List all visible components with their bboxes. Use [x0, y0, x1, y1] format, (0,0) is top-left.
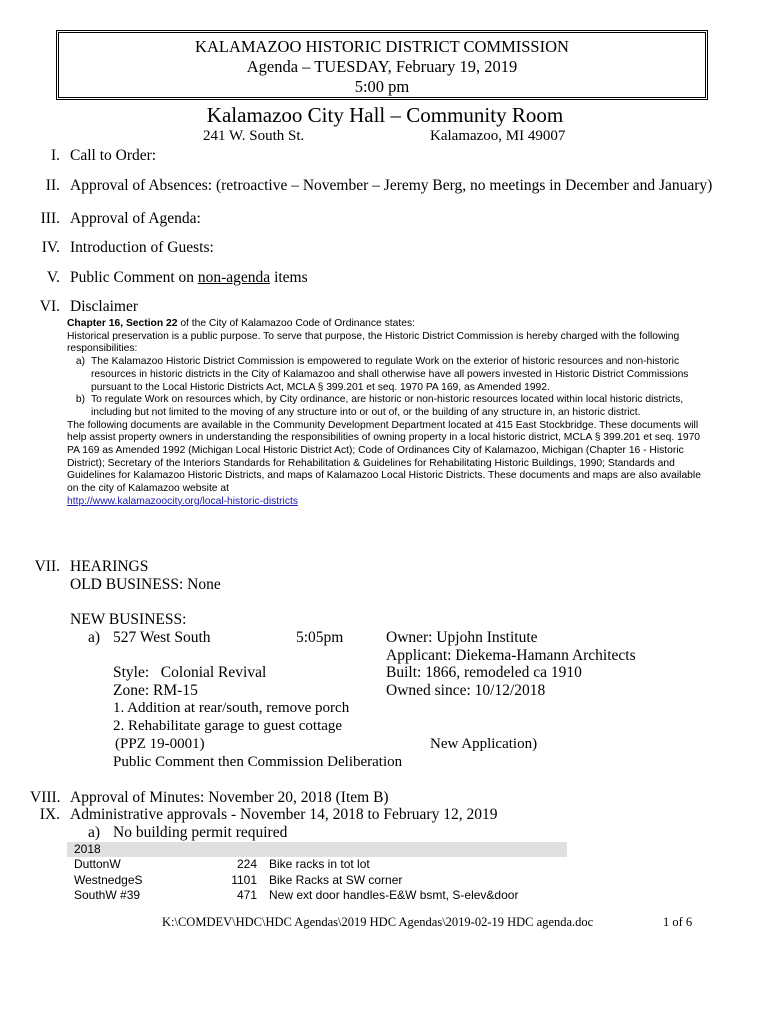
- historic-districts-link[interactable]: http://www.kalamazoocity.org/local-historic-districts: [67, 495, 298, 507]
- section-title: Administrative approvals - November 14, 2018 to February 12, 2019: [70, 806, 498, 823]
- table-header: 2018: [67, 842, 567, 857]
- section-call-to-order: [30, 147, 156, 165]
- section-number: VIII.: [30, 789, 61, 806]
- commission-title: KALAMAZOO HISTORIC DISTRICT COMMISSION: [195, 37, 569, 56]
- section-detail: (Item B): [331, 789, 389, 806]
- disclaimer-purpose: Historical preservation is a public purpose. To serve that purpose, the Historic District Commission is hereby charged with the following responsibilities:: [67, 330, 680, 355]
- footer-page-number: 1 of 6: [663, 915, 693, 929]
- section-number: III.: [40, 210, 60, 227]
- section-admin-approvals: [30, 806, 497, 824]
- section-minutes: [30, 789, 389, 807]
- admin-sub-marker: a): [88, 824, 101, 841]
- section-title: Approval of Absences:: [70, 177, 213, 194]
- section-title: Approval of Minutes: November 20, 2018: [70, 789, 332, 806]
- section-title: Approval of Agenda:: [70, 210, 201, 227]
- row-street: DuttonW: [74, 857, 121, 871]
- section-number: IV.: [41, 239, 60, 256]
- hearing-new-application: New Application): [430, 736, 538, 752]
- section-agenda: [30, 210, 201, 228]
- zone-label: Zone:: [113, 682, 150, 699]
- section-number: I.: [50, 147, 60, 164]
- address-street: 241 W. South St.: [203, 128, 305, 144]
- row-number: 1101: [231, 872, 257, 887]
- hearing-public-comment: Public Comment then Commission Deliberation: [113, 754, 403, 770]
- hearing-style: [113, 664, 266, 682]
- row-description: Bike Racks at SW corner: [269, 872, 403, 887]
- section-title: Introduction of Guests:: [70, 239, 214, 256]
- hearing-owner: Owner: Upjohn Institute: [386, 629, 538, 646]
- section-disclaimer: [30, 298, 138, 316]
- row-number: 224: [236, 857, 257, 871]
- approvals-table: [67, 842, 567, 904]
- table-row: [67, 888, 567, 904]
- chapter-intro: of the City of Kalamazoo Code of Ordinance states:: [177, 318, 415, 329]
- list-marker: b): [75, 394, 85, 406]
- section-number: VI.: [39, 298, 60, 315]
- section-title: HEARINGS: [70, 558, 149, 575]
- disclaimer-text: [67, 318, 707, 509]
- list-item-text: To regulate Work on resources which, by City ordinance, are historic or non-historic resources located within local historic districts, including but not limited to the moving of any structure into or out of, or the building of any structure in, an historic district.: [91, 394, 684, 418]
- row-street: WestnedgeS: [74, 872, 143, 887]
- style-label: Style:: [113, 664, 150, 681]
- section-number: IX.: [39, 806, 60, 823]
- style-value: Colonial Revival: [160, 664, 267, 681]
- section-number: II.: [45, 177, 60, 194]
- hearing-step-2: 2. Rehabilitate garage to guest cottage: [113, 718, 343, 734]
- hearing-owned-since: Owned since: 10/12/2018: [386, 682, 546, 699]
- old-business: OLD BUSINESS: None: [70, 576, 221, 593]
- table-row: [67, 857, 567, 873]
- section-public-comment: [30, 269, 308, 287]
- hearing-address: 527 West South: [113, 629, 211, 646]
- hearing-applicant: Applicant: Diekema-Hamann Architects: [386, 647, 636, 664]
- section-detail: (retroactive – November – Jeremy Berg, no meetings in December and January): [212, 177, 713, 194]
- section-number: VII.: [34, 558, 60, 575]
- hearing-ppz: (PPZ 19-0001): [115, 736, 205, 752]
- section-title: Public Comment on: [70, 269, 198, 286]
- section-title-end: items: [270, 269, 308, 286]
- hearing-item-marker: a): [88, 629, 101, 646]
- chapter-reference: Chapter 16, Section 22: [67, 318, 178, 329]
- list-marker: a): [75, 356, 85, 368]
- row-number: 471: [236, 888, 257, 902]
- hearing-built: Built: 1866, remodeled ca 1910: [386, 664, 582, 681]
- footer-file-path: K:\COMDEV\HDC\HDC Agendas\2019 HDC Agendas\2019-02-19 HDC agenda.doc: [162, 915, 594, 929]
- section-absences: [30, 177, 712, 195]
- venue-title: Kalamazoo City Hall – Community Room: [206, 103, 564, 127]
- admin-sub-title: No building permit required: [113, 824, 288, 841]
- table-row: [67, 873, 567, 889]
- hearing-time: 5:05pm: [296, 629, 344, 646]
- section-title: Call to Order:: [70, 147, 157, 164]
- section-hearings: [30, 558, 148, 576]
- section-guests: [30, 239, 214, 257]
- row-description: New ext door handles-E&W bsmt, S-elev&door: [269, 888, 519, 902]
- new-business: NEW BUSINESS:: [70, 611, 187, 628]
- agenda-date: Agenda – TUESDAY, February 19, 2019: [246, 57, 518, 76]
- hearing-zone: [113, 682, 198, 700]
- list-item-text: The Kalamazoo Historic District Commission is empowered to regulate Work on the exterior of historic resources and non-historic resources in historic districts in the City of Kalamazoo and shall otherwise have all powers invested in Historic District Commissions pursuant to the Local Historic Districts Act, MCLA § 399.201 et seq. 1970 PA 169, as Amended 1992.: [91, 356, 689, 393]
- address-city: Kalamazoo, MI 49007: [430, 128, 566, 144]
- hearing-step-1: 1. Addition at rear/south, remove porch: [113, 700, 350, 716]
- non-agenda-underline: non-agenda: [197, 269, 271, 286]
- documents-paragraph: The following documents are available in the Community Development Department located at 415 East Stockbridge. These documents will help assist property owners in understanding the responsibilities of owning property in a local historic district, MCLA § 399.201 et seq. 1970 PA 169 as Amended 1992 (Michigan Local Historic District Act); Code of Ordinances City of Kalamazoo, Michigan (Chapter 16 - Historic District); Secretary of the Interiors Standards for Rehabilitation & Guidelines for Rehabilitating Historic Buildings, 1990; Standards and Guidelines for Kalamazoo Historic Districts, and maps of Kalamazoo Local Historic Districts. These documents and maps are also available on the city of Kalamazoo website at: [67, 419, 701, 495]
- list-item: [67, 394, 707, 419]
- agenda-time: 5:00 pm: [354, 77, 410, 96]
- header-box: [56, 30, 708, 100]
- section-number: V.: [46, 269, 60, 286]
- section-title: Disclaimer: [70, 298, 139, 315]
- row-street: SouthW #39: [74, 888, 141, 902]
- zone-value: RM-15: [149, 682, 198, 699]
- row-description: Bike racks in tot lot: [269, 857, 370, 871]
- list-item: [67, 356, 707, 394]
